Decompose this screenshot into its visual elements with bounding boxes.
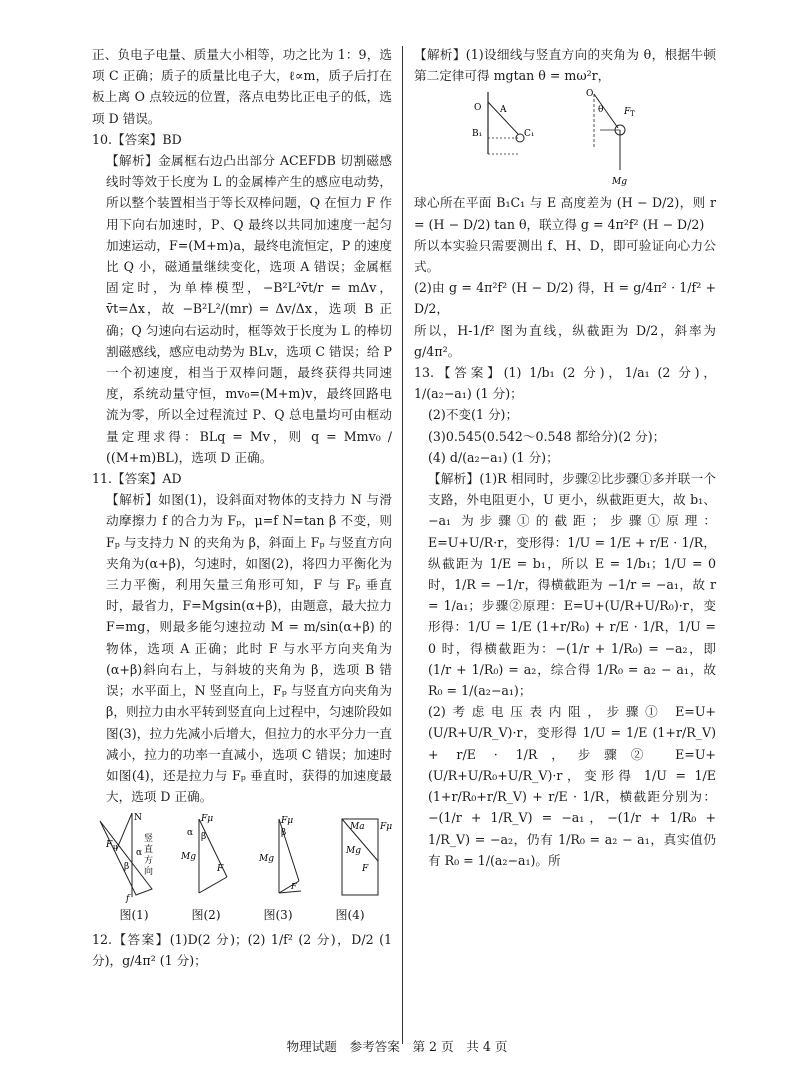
force-figures: [96, 811, 392, 903]
svg-text:Mg: Mg: [258, 854, 274, 865]
q13-answer: 13.【答案】(1) 1/b₁ (2 分)，1/a₁ (2 分)，1/(a₂−a₁) (1 分)；: [414, 365, 716, 402]
q12-analysis-4: (2)由 g = 4π²f² (H − D/2) 得，H = g/4π² · 1/f² + D/2，: [414, 280, 716, 317]
column-divider: [402, 46, 403, 1044]
svg-text:Mg: Mg: [181, 852, 197, 863]
figure-caption: 图(4): [335, 908, 365, 923]
svg-text:方: 方: [144, 856, 154, 867]
q10-answer: 10.【答案】BD: [92, 131, 182, 147]
q10-analysis: 【解析】金属框右边凸出部分 ACEFDB 切割磁感线时等效于长度为 L 的金属棒产生的感应电动势，所以整个装置相当于等长双棒问题，Q 在恒力 F 作用下向右加速时，P、Q 最终以共同加速度一起匀加速运动，F=(M+m)a，最终电流恒定，P 的速度比 Q 小，磁通量继续变化，选项 A 错误；金属框固定时，为单棒模型，−B²L²v̄t/r = mΔv，v̄t=Δx，故 −B²L²/(mr) = Δv/Δx，选项 B 正确；Q 匀速向右运动时，框等效于长度为 L 的棒切割磁感线，感应电动势为 BLv，选项 C 错误；给 P 一个初速度，相当于双棒问题，最终获得共同速度，系统动量守恒，mv₀=(M+m)v，最终回路电流为零，所以全过程流过 P、Q 总电量均可由框动量定理求得：BLq = Mv，则 q = Mmv₀ / ((M+m)BL)，选项 D 正确。: [106, 153, 392, 465]
figure-4-diagram: [330, 811, 392, 903]
figure-caption: 图(3): [263, 908, 293, 923]
q12-analysis-1: 【解析】(1)设细线与竖直方向的夹角为 θ，根据牛顿第二定律可得 mgtan θ = mω²r，: [414, 47, 716, 84]
right-column: [414, 44, 716, 871]
q12-analysis-2: 球心所在平面 B₁C₁ 与 E 高度差为 (H − D/2)，则 r = (H − D/2) tan θ，联立得 g = 4π²f² (H − D/2): [414, 195, 716, 232]
q12-answer: 12.【答案】(1)D(2 分)；(2) 1/f² (2 分)，D/2 (1 分)，g/4π² (1 分)；: [92, 931, 392, 968]
q13-analysis-2: (2)考虑电压表内阻，步骤① E=U+(U/R+U/R_V)·r，变形得 1/U = 1/E (1+r/R_V) + r/E · 1/R，步骤② E=U+(U/R+U/R₀+U/R_V)·r，变形得 1/U = 1/E (1+r/R₀+r/R_V) + r/E · 1/R，横截距分别为：−(1/r + 1/R_V) = −a₁，−(1/r + 1/R₀ + 1/R_V) = −a₂，仍有 1/R₀ = a₂ − a₁，真实值仍有 R₀ = 1/(a₂−a₁)。所: [428, 704, 716, 868]
q13-answer-2: (2)不变(1 分)；: [428, 407, 519, 423]
svg-text:F: F: [106, 840, 113, 851]
q11-analysis: 【解析】如图(1)，设斜面对物体的支持力 N 与滑动摩擦力 f 的合力为 Fₚ，μ=f N=tan β 不变，则 Fₚ 与支持力 N 的夹角为 β，斜面上 Fₚ 与竖直方向夹角为(α+β)，匀速时，如图(2)，将四力平衡化为三力平衡，利用矢量三角形可知，F 与 Fₚ 垂直时，最省力，F=Mgsin(α+β)，由题意，最大拉力 F=mg，则最多能匀速拉动 M = m/sin(α+β) 的物体，选项 A 正确；此时 F 与水平方向夹角为(α+β)斜向右上，与斜坡的夹角为 β，选项 B 错误；水平面上，N 竖直向上，Fₚ 与竖直方向夹角为 β，则拉力由水平转到竖直向上过程中，匀速阶段如图(3)，拉力先减小后增大，但拉力的水平分力一直减小，拉力的功率一直减小，选项 C 错误；加速时如图(4)，还是拉力与 Fₚ 垂直时，获得的加速度最大，选项 D 正确。: [106, 492, 392, 805]
svg-text:N: N: [134, 813, 142, 824]
svg-text:F: F: [361, 864, 369, 875]
svg-text:Mg: Mg: [612, 177, 627, 188]
q11-answer: 11.【答案】AD: [92, 471, 182, 487]
figure-caption: 图(1): [119, 908, 149, 923]
page-footer: 物理试题 参考答案 第 2 页 共 4 页: [286, 1039, 508, 1054]
pendulum-apparatus-diagram: [470, 88, 534, 160]
paragraph-q9-end: 正、负电子电量、质量大小相等，功之比为 1：9，选项 C 正确；质子的质量比电子大，ℓ∝m，质子后打在板上离 O 点较远的位置，落点电势比正电子的低，选项 D 错误。: [92, 47, 392, 126]
q13-answer-3: (3)0.545(0.542～0.548 都给分)(2 分)；: [428, 428, 666, 444]
svg-text:β: β: [280, 828, 286, 839]
pendulum-figures: [470, 88, 716, 188]
svg-text:C₁: C₁: [524, 129, 534, 140]
svg-text:f: f: [126, 894, 130, 904]
svg-text:O: O: [474, 103, 482, 114]
figure-captions: [92, 905, 392, 926]
svg-text:Ma: Ma: [349, 822, 365, 833]
svg-text:Fμ: Fμ: [280, 816, 293, 827]
svg-text:θ: θ: [598, 105, 604, 116]
svg-text:Fμ: Fμ: [201, 814, 214, 825]
svg-text:竖: 竖: [144, 834, 154, 845]
svg-text:向: 向: [144, 867, 154, 878]
q12-analysis-3: 所以本实验只需要测出 f、H、D，即可验证向心力公式。: [414, 237, 716, 275]
figure-2-diagram: [179, 811, 239, 903]
svg-text:α: α: [136, 848, 143, 859]
svg-text:β: β: [124, 862, 130, 873]
pendulum-force-diagram: [580, 88, 658, 188]
q12-analysis-5: 所以，H-1/f² 图为直线，纵截距为 D/2，斜率为 g/4π²。: [414, 322, 716, 359]
svg-text:Fμ: Fμ: [379, 822, 392, 833]
q13-answer-4: (4) d/(a₂−a₁) (1 分)；: [428, 449, 559, 465]
svg-text:B₁: B₁: [472, 129, 483, 140]
figure-1-diagram: [96, 811, 162, 903]
svg-text:A: A: [500, 105, 507, 116]
svg-text:T: T: [630, 110, 635, 119]
svg-text:F: F: [217, 864, 224, 875]
figure-3-diagram: [257, 811, 313, 903]
svg-text:O: O: [586, 89, 594, 100]
svg-text:直: 直: [144, 845, 154, 856]
q13-analysis-1: 【解析】(1)R 相同时，步骤②比步骤①多并联一个支路，外电阻更小，U 更小，纵截距更大，故 b₁、−a₁ 为步骤①的截距；步骤①原理：E=U+U/R·r，变形得：1/U = 1/E + r/E · 1/R，纵截距为 1/E = b₁，所以 E = 1/b₁；1/U = 0 时，1/R = −1/r，得横截距为 −1/r = −a₁，故 r = 1/a₁；步骤②原理：E=U+(U/R+U/R₀)·r，变形得：1/U = 1/E (1+r/R₀) + r/E · 1/R，1/U = 0 时，得横截距为：−(1/r + 1/R₀) = −a₂，即 (1/r + 1/R₀) = a₂，综合得 1/R₀ = a₂ − a₁，故 R₀ = 1/(a₂−a₁)；: [428, 471, 716, 699]
figure-caption: 图(2): [191, 908, 221, 923]
svg-text:Mg: Mg: [345, 846, 361, 857]
svg-text:β: β: [201, 832, 207, 843]
svg-text:F: F: [290, 882, 297, 892]
svg-text:F: F: [624, 107, 631, 118]
left-column: [92, 44, 392, 971]
svg-text:μ: μ: [113, 843, 118, 852]
svg-text:α: α: [187, 828, 194, 839]
